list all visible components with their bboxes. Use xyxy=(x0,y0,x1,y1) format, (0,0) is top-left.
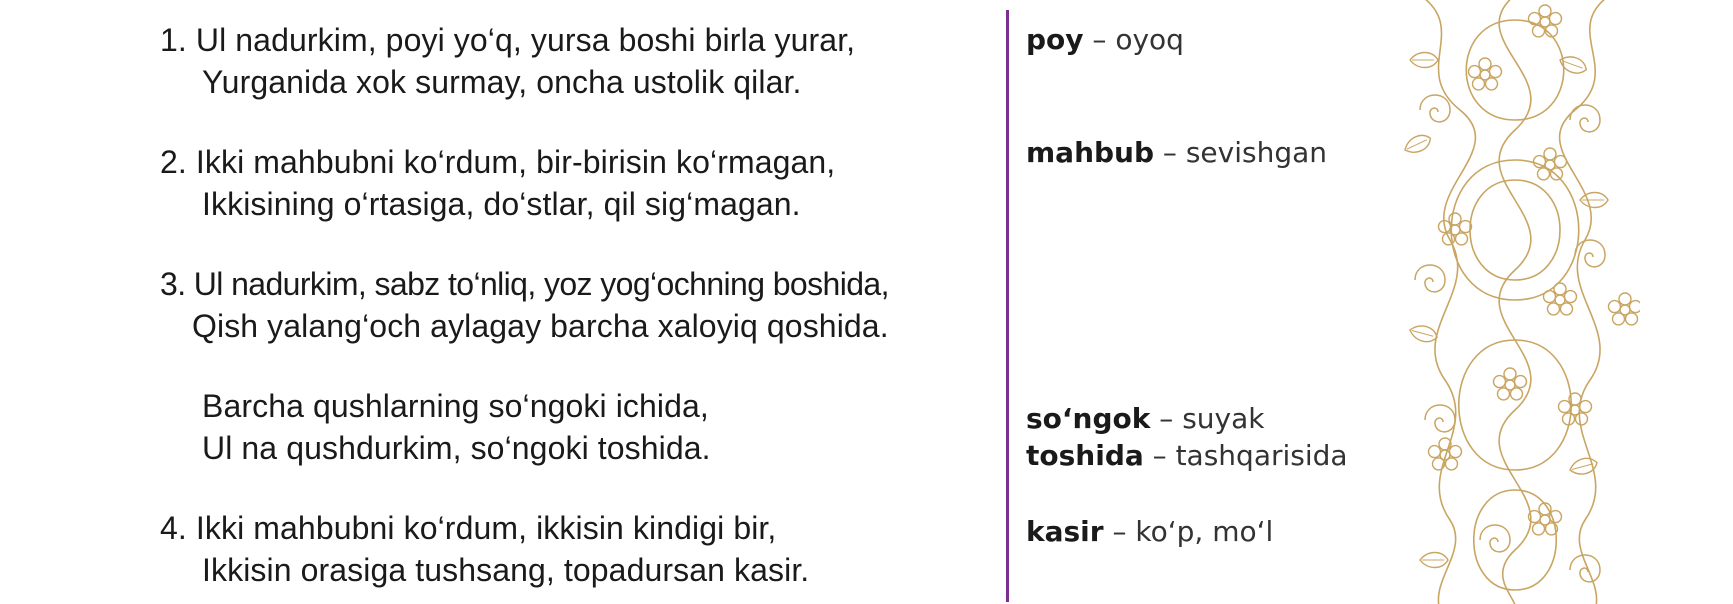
glossary-definition: oyoq xyxy=(1115,23,1184,56)
glossary-definition: suyak xyxy=(1182,402,1265,435)
glossary-entry xyxy=(1026,401,1264,437)
glossary-entry xyxy=(1026,135,1327,171)
glossary-separator: – xyxy=(1154,136,1186,169)
vertical-divider xyxy=(1006,10,1009,602)
poem-line: Ul na qushdurkim, so‘ngoki toshida. xyxy=(202,430,711,466)
poem-line: Yurganida xok surmay, oncha ustolik qilar. xyxy=(202,64,802,100)
glossary-entry xyxy=(1026,514,1273,550)
glossary-separator: – xyxy=(1143,439,1176,472)
glossary-term: so‘ngok xyxy=(1026,402,1151,435)
glossary-term: poy xyxy=(1026,23,1084,56)
poem-line: Barcha qushlarning so‘ngoki ichida, xyxy=(202,388,709,424)
glossary-separator: – xyxy=(1150,402,1183,435)
floral-ornament-icon xyxy=(1390,0,1640,604)
glossary-term: mahbub xyxy=(1026,136,1155,169)
poem-line: 3. Ul nadurkim, sabz to‘nliq, yoz yog‘ochning boshida, xyxy=(160,266,889,302)
poem-text xyxy=(160,0,1010,604)
glossary-term: toshida xyxy=(1026,439,1144,472)
glossary-entry xyxy=(1026,438,1348,474)
poem-line: 2. Ikki mahbubni ko‘rdum, bir-birisin ko‘rmagan, xyxy=(160,144,836,180)
glossary-entry xyxy=(1026,22,1184,58)
poem-line: Ikkisining o‘rtasiga, do‘stlar, qil sig‘magan. xyxy=(202,186,801,222)
poem-line: 4. Ikki mahbubni ko‘rdum, ikkisin kindigi bir, xyxy=(160,510,777,546)
glossary-definition: ko‘p, mo‘l xyxy=(1135,515,1274,548)
glossary-separator: – xyxy=(1083,23,1116,56)
glossary-separator: – xyxy=(1103,515,1136,548)
poem-line: Qish yalang‘och aylagay barcha xaloyiq qoshida. xyxy=(192,308,889,344)
poem-line: Ikkisin orasiga tushsang, topadursan kasir. xyxy=(202,552,810,588)
glossary-definition: sevishgan xyxy=(1185,136,1328,169)
poem-line: 1. Ul nadurkim, poyi yo‘q, yursa boshi birla yurar, xyxy=(160,22,856,58)
glossary-definition: tashqarisida xyxy=(1175,439,1348,472)
glossary-term: kasir xyxy=(1026,515,1104,548)
